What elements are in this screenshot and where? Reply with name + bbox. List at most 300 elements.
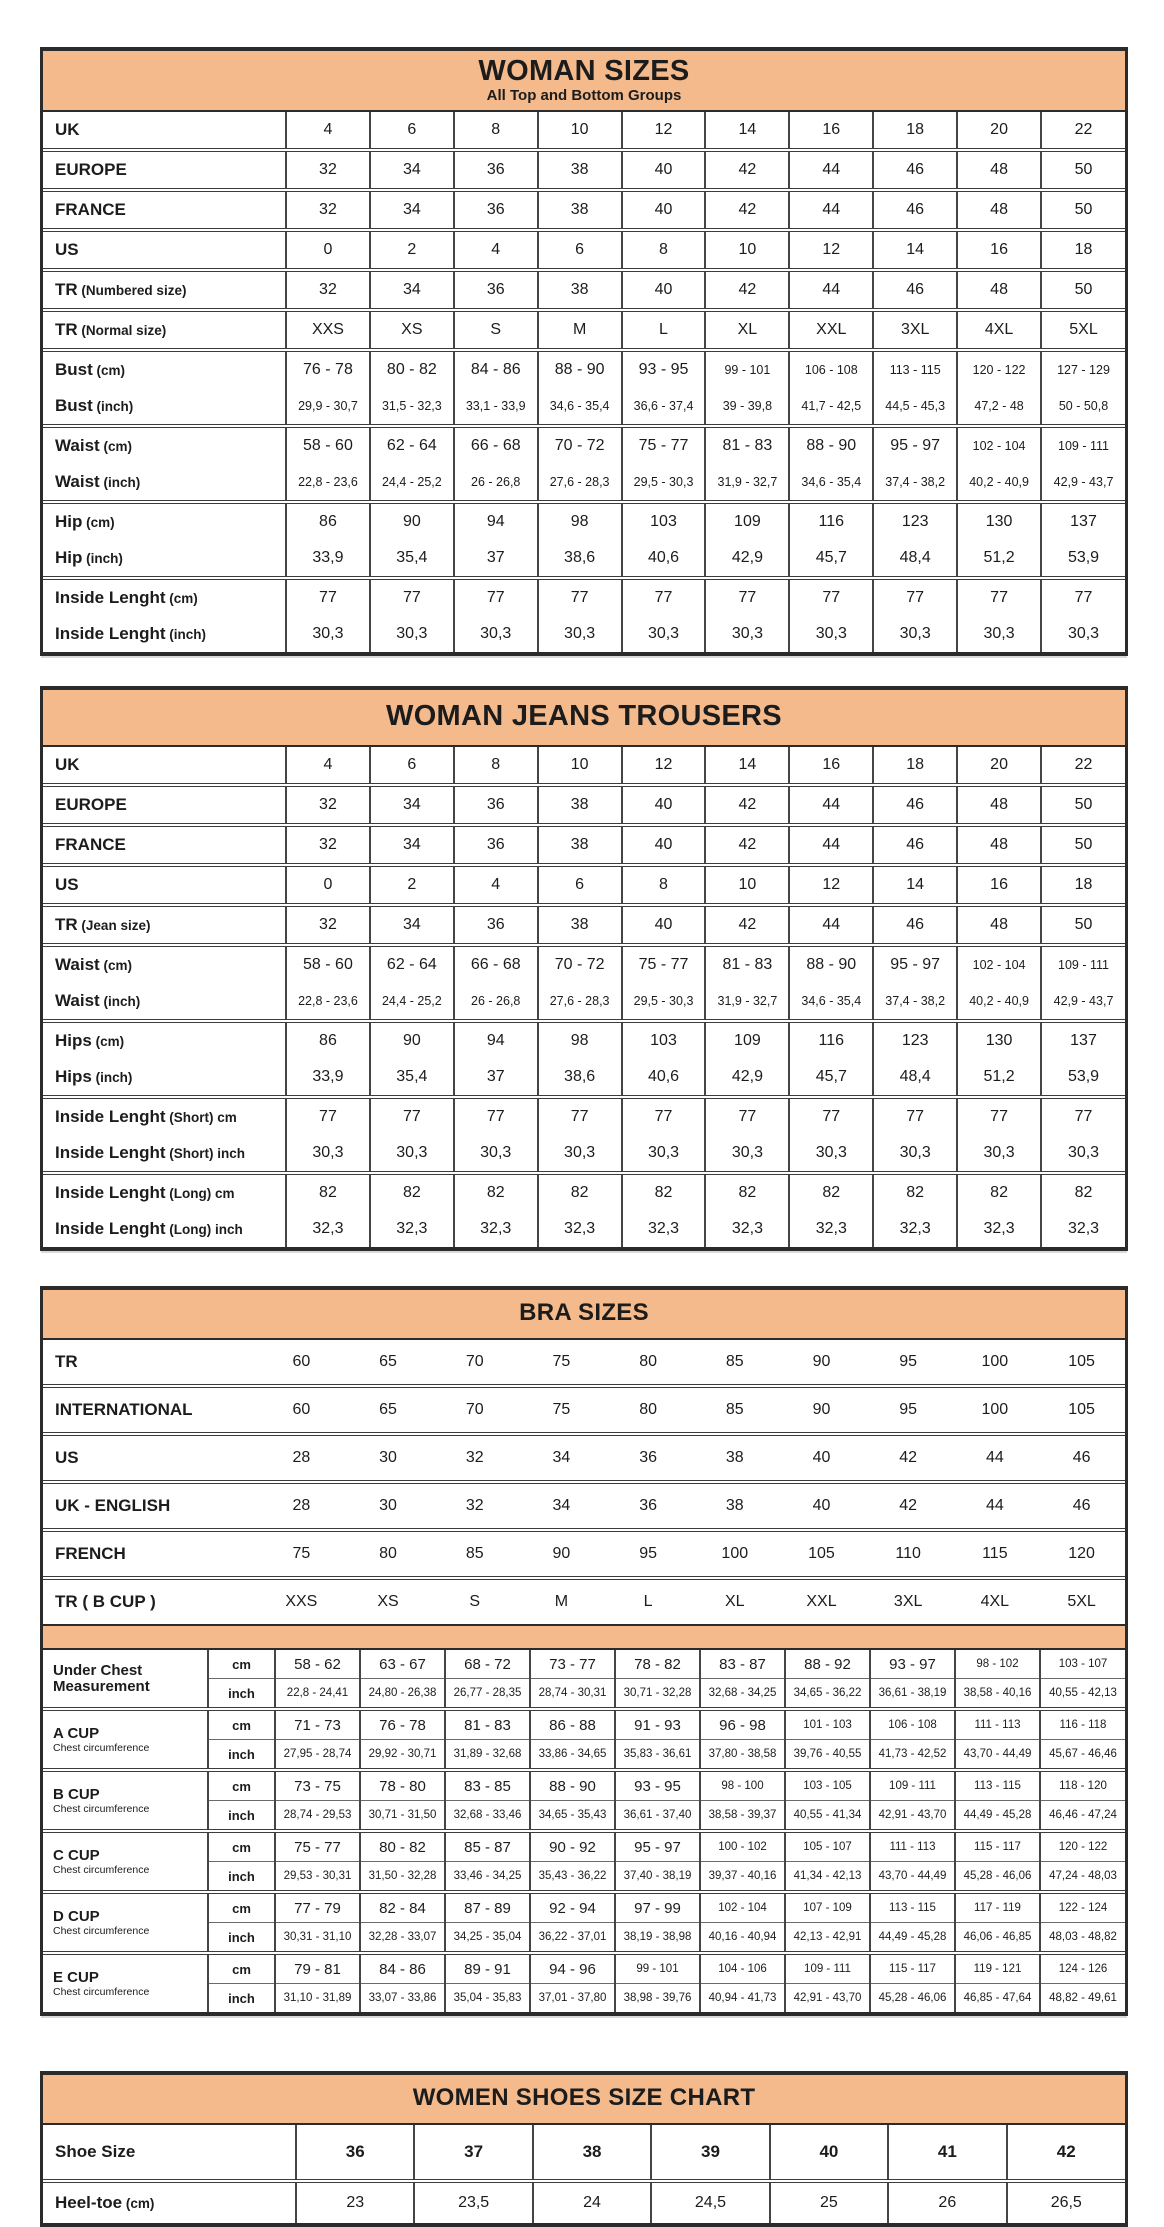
size-value-cell: 48 bbox=[957, 785, 1041, 825]
size-value-cell: 98 bbox=[538, 1021, 622, 1059]
size-value-cell: 38 bbox=[538, 905, 622, 945]
size-value-cell: 10 bbox=[538, 747, 622, 785]
size-value-cell: 34 bbox=[370, 150, 454, 190]
size-value-cell: 102 - 104 bbox=[957, 426, 1041, 464]
size-value-cell: 53,9 bbox=[1041, 540, 1125, 578]
size-value-cell: 30,3 bbox=[622, 616, 706, 652]
bra-sizes-table bbox=[40, 1286, 1128, 2016]
size-value-cell: S bbox=[431, 1578, 518, 1624]
size-value-cell: 32,3 bbox=[705, 1211, 789, 1247]
size-value-cell: 77 bbox=[789, 578, 873, 616]
size-value-cell: 30,3 bbox=[286, 616, 370, 652]
size-value-cell: 70 - 72 bbox=[538, 426, 622, 464]
size-value-cell: 88 - 92 bbox=[785, 1650, 870, 1679]
size-value-cell: 96 - 98 bbox=[700, 1709, 785, 1740]
unit-label: cm bbox=[208, 1953, 275, 1984]
size-value-cell: 98 - 102 bbox=[955, 1650, 1040, 1679]
size-value-cell: 39,76 - 40,55 bbox=[785, 1740, 870, 1771]
size-value-cell: 33,1 - 33,9 bbox=[454, 388, 538, 426]
size-value-cell: 50 bbox=[1041, 150, 1125, 190]
size-value-cell: 40,2 - 40,9 bbox=[957, 464, 1041, 502]
size-value-cell: 30,3 bbox=[622, 1135, 706, 1173]
size-value-cell: XL bbox=[691, 1578, 778, 1624]
size-value-cell: 88 - 90 bbox=[789, 945, 873, 983]
size-value-cell: 26,5 bbox=[1007, 2181, 1125, 2223]
size-value-cell: 79 - 81 bbox=[275, 1953, 360, 1984]
size-value-cell: 75 - 77 bbox=[275, 1831, 360, 1862]
size-value-cell: 26 - 26,8 bbox=[454, 464, 538, 502]
size-value-cell: 82 bbox=[538, 1173, 622, 1211]
row-label: Waist (inch) bbox=[55, 472, 141, 491]
size-value-cell: 41,34 - 42,13 bbox=[785, 1862, 870, 1893]
size-value-cell: 99 - 101 bbox=[615, 1953, 700, 1984]
size-value-cell: 30,3 bbox=[454, 616, 538, 652]
row-label: TR (Jean size) bbox=[43, 905, 286, 945]
row-label: US bbox=[43, 230, 286, 270]
unit-label: cm bbox=[208, 1709, 275, 1740]
size-value-cell: 100 bbox=[952, 1386, 1039, 1434]
size-value-cell: 16 bbox=[789, 112, 873, 150]
size-value-cell: 106 - 108 bbox=[870, 1709, 955, 1740]
size-value-cell: 38 bbox=[538, 270, 622, 310]
size-value-cell: 83 - 87 bbox=[700, 1650, 785, 1679]
size-value-cell: 103 - 105 bbox=[785, 1770, 870, 1801]
size-value-cell: 88 - 90 bbox=[538, 350, 622, 388]
size-value-cell: 3XL bbox=[873, 310, 957, 350]
size-value-cell: 58 - 60 bbox=[286, 945, 370, 983]
size-value-cell: 38 bbox=[691, 1434, 778, 1482]
size-value-cell: 25 bbox=[770, 2181, 888, 2223]
shoes-title: WOMEN SHOES SIZE CHART bbox=[412, 2084, 756, 2111]
size-value-cell: 26 - 26,8 bbox=[454, 983, 538, 1021]
size-value-cell: 66 - 68 bbox=[454, 426, 538, 464]
size-value-cell: 30 bbox=[345, 1434, 432, 1482]
row-label: Inside Lenght (Long) cm bbox=[43, 1173, 286, 1211]
size-value-cell: 34 bbox=[518, 1434, 605, 1482]
size-value-cell: 23,5 bbox=[414, 2181, 532, 2223]
size-value-cell: 30,3 bbox=[873, 1135, 957, 1173]
unit-label: cm bbox=[208, 1770, 275, 1801]
size-value-cell: 30,31 - 31,10 bbox=[275, 1923, 360, 1954]
size-value-cell: 34,25 - 35,04 bbox=[445, 1923, 530, 1954]
row-label: INTERNATIONAL bbox=[43, 1386, 258, 1434]
size-value-cell: 37,01 - 37,80 bbox=[530, 1984, 615, 2013]
size-value-cell: 106 - 108 bbox=[789, 350, 873, 388]
size-value-cell: 107 - 109 bbox=[785, 1892, 870, 1923]
size-value-cell: 14 bbox=[705, 747, 789, 785]
size-value-cell: 118 - 120 bbox=[1040, 1770, 1125, 1801]
size-value-cell: 32 bbox=[286, 270, 370, 310]
size-value-cell: 50 bbox=[1041, 785, 1125, 825]
size-value-cell: 46,85 - 47,64 bbox=[955, 1984, 1040, 2013]
size-value-cell: 27,6 - 28,3 bbox=[538, 464, 622, 502]
size-value-cell: 40,55 - 41,34 bbox=[785, 1801, 870, 1832]
size-value-cell: 40,6 bbox=[622, 1059, 706, 1097]
size-value-cell: 42 bbox=[865, 1434, 952, 1482]
size-value-cell: 48 bbox=[957, 905, 1041, 945]
size-value-cell: 77 bbox=[370, 578, 454, 616]
size-value-cell: 0 bbox=[286, 230, 370, 270]
size-value-cell: 10 bbox=[538, 112, 622, 150]
size-value-cell: 24,5 bbox=[651, 2181, 769, 2223]
size-value-cell: 95 - 97 bbox=[873, 945, 957, 983]
size-value-cell: 110 bbox=[865, 1530, 952, 1578]
size-value-cell: L bbox=[622, 310, 706, 350]
bra-band-grid bbox=[43, 1340, 1125, 1624]
size-value-cell: 34 bbox=[370, 190, 454, 230]
row-label: UK bbox=[55, 120, 80, 139]
row-label: TR (Normal size) bbox=[43, 310, 286, 350]
size-value-cell: 92 - 94 bbox=[530, 1892, 615, 1923]
size-value-cell: 51,2 bbox=[957, 540, 1041, 578]
size-value-cell: 113 - 115 bbox=[870, 1892, 955, 1923]
size-value-cell: 81 - 83 bbox=[705, 945, 789, 983]
size-value-cell: 31,9 - 32,7 bbox=[705, 983, 789, 1021]
size-value-cell: 32 bbox=[431, 1434, 518, 1482]
size-value-cell: 77 bbox=[370, 1097, 454, 1135]
size-value-cell: 122 - 124 bbox=[1040, 1892, 1125, 1923]
size-value-cell: 40 bbox=[622, 785, 706, 825]
size-value-cell: 90 bbox=[518, 1530, 605, 1578]
row-label: Bust (inch) bbox=[55, 396, 134, 415]
size-value-cell: 105 bbox=[778, 1530, 865, 1578]
size-value-cell: 104 - 106 bbox=[700, 1953, 785, 1984]
size-value-cell: 41 bbox=[888, 2125, 1006, 2181]
size-value-cell: 32,3 bbox=[873, 1211, 957, 1247]
size-value-cell: 42 bbox=[705, 785, 789, 825]
size-value-cell: 80 bbox=[639, 1353, 657, 1370]
size-value-cell: 98 - 100 bbox=[700, 1770, 785, 1801]
size-value-cell: 86 bbox=[286, 502, 370, 540]
size-value-cell: 4 bbox=[286, 747, 370, 785]
size-value-cell: 30,3 bbox=[789, 616, 873, 652]
size-value-cell: 32,3 bbox=[789, 1211, 873, 1247]
size-value-cell: 116 bbox=[789, 502, 873, 540]
size-value-cell: 75 - 77 bbox=[622, 945, 706, 983]
size-value-cell: 62 - 64 bbox=[370, 426, 454, 464]
unit-label: inch bbox=[208, 1801, 275, 1832]
size-value-cell: 28 bbox=[258, 1482, 345, 1530]
size-value-cell: 113 - 115 bbox=[955, 1770, 1040, 1801]
row-label: Hips (cm) bbox=[43, 1021, 286, 1059]
size-value-cell: 6 bbox=[370, 112, 454, 150]
size-value-cell: 42 bbox=[705, 905, 789, 945]
size-value-cell: 32,28 - 33,07 bbox=[360, 1923, 445, 1954]
size-value-cell: 80 - 82 bbox=[360, 1831, 445, 1862]
size-value-cell: 36,61 - 37,40 bbox=[615, 1801, 700, 1832]
size-value-cell: 29,53 - 30,31 bbox=[275, 1862, 360, 1893]
size-value-cell: 50 bbox=[1041, 190, 1125, 230]
size-value-cell: 48 bbox=[957, 190, 1041, 230]
size-value-cell: 70 bbox=[465, 1353, 484, 1370]
size-value-cell: 38,6 bbox=[538, 540, 622, 578]
row-label: FRANCE bbox=[43, 190, 286, 230]
size-value-cell: 42,9 bbox=[705, 1059, 789, 1097]
unit-label: cm bbox=[208, 1650, 275, 1679]
unit-label: cm bbox=[208, 1831, 275, 1862]
size-value-cell: 47,2 - 48 bbox=[957, 388, 1041, 426]
size-value-cell: 32 bbox=[431, 1482, 518, 1530]
size-value-cell: 36 bbox=[454, 190, 538, 230]
size-value-cell: 46 bbox=[873, 905, 957, 945]
size-value-cell: 88 - 90 bbox=[530, 1770, 615, 1801]
size-value-cell: 45,7 bbox=[789, 540, 873, 578]
size-value-cell: 82 bbox=[622, 1173, 706, 1211]
size-value-cell: 33,86 - 34,65 bbox=[530, 1740, 615, 1771]
row-label: Shoe Size bbox=[55, 2142, 136, 2161]
size-value-cell: 16 bbox=[789, 747, 873, 785]
unit-label: inch bbox=[208, 1679, 275, 1710]
size-value-cell: XS bbox=[345, 1578, 432, 1624]
size-value-cell: 38 bbox=[533, 2125, 651, 2181]
size-value-cell: 44 bbox=[952, 1434, 1039, 1482]
size-value-cell: 48 bbox=[957, 150, 1041, 190]
size-value-cell: 77 bbox=[622, 578, 706, 616]
size-value-cell: 40 bbox=[622, 905, 706, 945]
woman-sizes-header bbox=[43, 51, 1125, 112]
size-value-cell: 116 bbox=[789, 1021, 873, 1059]
size-value-cell: 127 - 129 bbox=[1041, 350, 1125, 388]
row-label: Waist (cm) bbox=[43, 945, 286, 983]
size-value-cell: 23 bbox=[296, 2181, 414, 2223]
size-value-cell: 77 bbox=[957, 1097, 1041, 1135]
size-value-cell: XL bbox=[705, 310, 789, 350]
size-value-cell: 38,98 - 39,76 bbox=[615, 1984, 700, 2013]
size-value-cell: 80 bbox=[345, 1530, 432, 1578]
size-value-cell: 105 bbox=[1038, 1386, 1125, 1434]
size-value-cell: 48,82 - 49,61 bbox=[1040, 1984, 1125, 2013]
size-value-cell: 29,5 - 30,3 bbox=[622, 464, 706, 502]
row-label: Waist (cm) bbox=[43, 426, 286, 464]
size-value-cell: 34,6 - 35,4 bbox=[789, 464, 873, 502]
size-value-cell: 32 bbox=[286, 825, 370, 865]
size-value-cell: 33,9 bbox=[286, 540, 370, 578]
size-value-cell: 83 - 85 bbox=[445, 1770, 530, 1801]
size-value-cell: 124 - 126 bbox=[1040, 1953, 1125, 1984]
size-value-cell: 82 bbox=[957, 1173, 1041, 1211]
size-value-cell: 50 - 50,8 bbox=[1041, 388, 1125, 426]
size-value-cell: 20 bbox=[957, 747, 1041, 785]
size-value-cell: 36 bbox=[454, 150, 538, 190]
size-value-cell: 12 bbox=[622, 747, 706, 785]
size-value-cell: 97 - 99 bbox=[615, 1892, 700, 1923]
size-value-cell: 42,9 - 43,7 bbox=[1041, 983, 1125, 1021]
size-value-cell: 32 bbox=[286, 785, 370, 825]
size-value-cell: 22 bbox=[1041, 112, 1125, 150]
size-value-cell: 26,77 - 28,35 bbox=[445, 1679, 530, 1710]
size-value-cell: 36 bbox=[454, 270, 538, 310]
size-value-cell: 100 bbox=[691, 1530, 778, 1578]
size-value-cell: 0 bbox=[286, 865, 370, 905]
size-value-cell: 78 - 82 bbox=[615, 1650, 700, 1679]
woman-sizes-grid bbox=[43, 112, 1125, 652]
size-value-cell: 120 - 122 bbox=[1040, 1831, 1125, 1862]
size-value-cell: 28 bbox=[258, 1434, 345, 1482]
bra-sizes-title: BRA SIZES bbox=[519, 1299, 649, 1326]
size-value-cell: 40 bbox=[770, 2125, 888, 2181]
size-value-cell: XS bbox=[370, 310, 454, 350]
size-value-cell: 41,73 - 42,52 bbox=[870, 1740, 955, 1771]
size-value-cell: 105 - 107 bbox=[785, 1831, 870, 1862]
size-value-cell: 30,3 bbox=[873, 616, 957, 652]
size-value-cell: 77 bbox=[622, 1097, 706, 1135]
size-value-cell: 109 bbox=[705, 1021, 789, 1059]
size-value-cell: 46 bbox=[1038, 1434, 1125, 1482]
size-value-cell: 42,91 - 43,70 bbox=[785, 1984, 870, 2013]
unit-label: inch bbox=[208, 1862, 275, 1893]
size-value-cell: 50 bbox=[1041, 270, 1125, 310]
size-value-cell: 37 bbox=[454, 540, 538, 578]
row-label: UK - ENGLISH bbox=[43, 1482, 258, 1530]
size-value-cell: 8 bbox=[454, 112, 538, 150]
size-value-cell: 137 bbox=[1041, 502, 1125, 540]
size-value-cell: 34,6 - 35,4 bbox=[789, 983, 873, 1021]
size-value-cell: 34,6 - 35,4 bbox=[538, 388, 622, 426]
size-value-cell: M bbox=[538, 310, 622, 350]
row-label: EUROPE bbox=[43, 150, 286, 190]
size-value-cell: 24,4 - 25,2 bbox=[370, 983, 454, 1021]
size-value-cell: 27,6 - 28,3 bbox=[538, 983, 622, 1021]
unit-label: cm bbox=[208, 1892, 275, 1923]
size-value-cell: 33,46 - 34,25 bbox=[445, 1862, 530, 1893]
unit-label: inch bbox=[208, 1740, 275, 1771]
size-value-cell: 37,40 - 38,19 bbox=[615, 1862, 700, 1893]
row-label: FRENCH bbox=[43, 1530, 258, 1578]
size-value-cell: 36 bbox=[605, 1482, 692, 1530]
size-value-cell: 44 bbox=[789, 190, 873, 230]
size-value-cell: 32,68 - 34,25 bbox=[700, 1679, 785, 1710]
size-value-cell: 40 bbox=[622, 270, 706, 310]
size-value-cell: 73 - 77 bbox=[530, 1650, 615, 1679]
size-value-cell: 58 - 62 bbox=[275, 1650, 360, 1679]
size-value-cell: 45,7 bbox=[789, 1059, 873, 1097]
cup-label: C CUP Chest circumference bbox=[43, 1831, 208, 1892]
size-value-cell: 95 bbox=[865, 1386, 952, 1434]
size-value-cell: 111 - 113 bbox=[870, 1831, 955, 1862]
size-value-cell: 76 - 78 bbox=[286, 350, 370, 388]
size-value-cell: 123 bbox=[873, 502, 957, 540]
size-value-cell: 102 - 104 bbox=[957, 945, 1041, 983]
size-value-cell: 4XL bbox=[957, 310, 1041, 350]
size-value-cell: 36 bbox=[605, 1434, 692, 1482]
size-value-cell: 31,5 - 32,3 bbox=[370, 388, 454, 426]
size-value-cell: 58 - 60 bbox=[286, 426, 370, 464]
size-value-cell: 63 - 67 bbox=[360, 1650, 445, 1679]
size-value-cell: 16 bbox=[957, 230, 1041, 270]
size-value-cell: 36 bbox=[454, 825, 538, 865]
size-value-cell: 2 bbox=[370, 865, 454, 905]
shoes-size-table bbox=[40, 2071, 1128, 2227]
woman-sizes-title: WOMAN SIZES bbox=[478, 55, 690, 87]
size-value-cell: 40 bbox=[622, 190, 706, 230]
size-value-cell: 44,49 - 45,28 bbox=[955, 1801, 1040, 1832]
size-value-cell: 6 bbox=[370, 747, 454, 785]
size-value-cell: 3XL bbox=[865, 1578, 952, 1624]
row-label: Hip (inch) bbox=[55, 548, 123, 567]
size-value-cell: 44 bbox=[789, 825, 873, 865]
size-value-cell: 38 bbox=[538, 190, 622, 230]
size-value-cell: 75 bbox=[518, 1386, 605, 1434]
size-value-cell: 115 - 117 bbox=[955, 1831, 1040, 1862]
size-value-cell: 120 - 122 bbox=[957, 350, 1041, 388]
size-value-cell: 93 - 97 bbox=[870, 1650, 955, 1679]
size-value-cell: 31,9 - 32,7 bbox=[705, 464, 789, 502]
size-value-cell: 30 bbox=[345, 1482, 432, 1530]
size-value-cell: 26 bbox=[888, 2181, 1006, 2223]
row-label: Inside Lenght (Long) inch bbox=[55, 1219, 243, 1238]
size-value-cell: 43,70 - 44,49 bbox=[955, 1740, 1040, 1771]
size-value-cell: XXS bbox=[258, 1578, 345, 1624]
size-value-cell: 40 bbox=[778, 1482, 865, 1530]
size-value-cell: 40,94 - 41,73 bbox=[700, 1984, 785, 2013]
size-value-cell: 90 bbox=[812, 1353, 831, 1370]
size-value-cell: 30,3 bbox=[454, 1135, 538, 1173]
size-value-cell: 35,4 bbox=[370, 1059, 454, 1097]
size-value-cell: 5XL bbox=[1041, 310, 1125, 350]
size-value-cell: 70 bbox=[431, 1386, 518, 1434]
size-value-cell: 42 bbox=[705, 825, 789, 865]
size-value-cell: 51,2 bbox=[957, 1059, 1041, 1097]
size-value-cell: 50 bbox=[1041, 905, 1125, 945]
size-value-cell: 75 bbox=[552, 1353, 571, 1370]
size-value-cell: 20 bbox=[957, 112, 1041, 150]
size-value-cell: 82 bbox=[286, 1173, 370, 1211]
size-value-cell: 85 bbox=[691, 1386, 778, 1434]
size-value-cell: 88 - 90 bbox=[789, 426, 873, 464]
size-value-cell: 32,3 bbox=[370, 1211, 454, 1247]
size-value-cell: 46 bbox=[873, 150, 957, 190]
size-value-cell: 30,3 bbox=[1041, 616, 1125, 652]
row-label: Hip (cm) bbox=[43, 502, 286, 540]
size-value-cell: 68 - 72 bbox=[445, 1650, 530, 1679]
row-label: Bust (cm) bbox=[43, 350, 286, 388]
size-value-cell: S bbox=[454, 310, 538, 350]
size-value-cell: 4 bbox=[454, 865, 538, 905]
size-value-cell: 44 bbox=[789, 150, 873, 190]
shoes-header bbox=[43, 2075, 1125, 2125]
size-value-cell: 77 bbox=[454, 1097, 538, 1135]
size-value-cell: 77 bbox=[957, 578, 1041, 616]
size-value-cell: 18 bbox=[873, 112, 957, 150]
size-value-cell: 66 - 68 bbox=[454, 945, 538, 983]
size-value-cell: 4 bbox=[454, 230, 538, 270]
size-value-cell: 70 - 72 bbox=[538, 945, 622, 983]
cup-label: B CUP Chest circumference bbox=[43, 1770, 208, 1831]
size-value-cell: 36 bbox=[454, 905, 538, 945]
size-value-cell: 22 bbox=[1041, 747, 1125, 785]
size-value-cell: 40,2 - 40,9 bbox=[957, 983, 1041, 1021]
size-value-cell: 77 bbox=[789, 1097, 873, 1135]
size-value-cell: 82 bbox=[789, 1173, 873, 1211]
size-value-cell: 48,4 bbox=[873, 540, 957, 578]
size-value-cell: 44 bbox=[789, 270, 873, 310]
size-value-cell: 53,9 bbox=[1041, 1059, 1125, 1097]
row-label: US bbox=[43, 865, 286, 905]
size-value-cell: 34 bbox=[370, 825, 454, 865]
size-value-cell: 95 bbox=[605, 1530, 692, 1578]
size-value-cell: 22,8 - 23,6 bbox=[286, 464, 370, 502]
size-value-cell: 38 bbox=[691, 1482, 778, 1530]
size-value-cell: 109 bbox=[705, 502, 789, 540]
size-value-cell: 18 bbox=[1041, 230, 1125, 270]
size-value-cell: 10 bbox=[705, 865, 789, 905]
bra-sizes-header bbox=[43, 1290, 1125, 1340]
row-label: UK bbox=[55, 755, 80, 774]
size-value-cell: 32,3 bbox=[622, 1211, 706, 1247]
size-value-cell: 32,68 - 33,46 bbox=[445, 1801, 530, 1832]
size-value-cell: 94 - 96 bbox=[530, 1953, 615, 1984]
size-value-cell: 38,58 - 39,37 bbox=[700, 1801, 785, 1832]
